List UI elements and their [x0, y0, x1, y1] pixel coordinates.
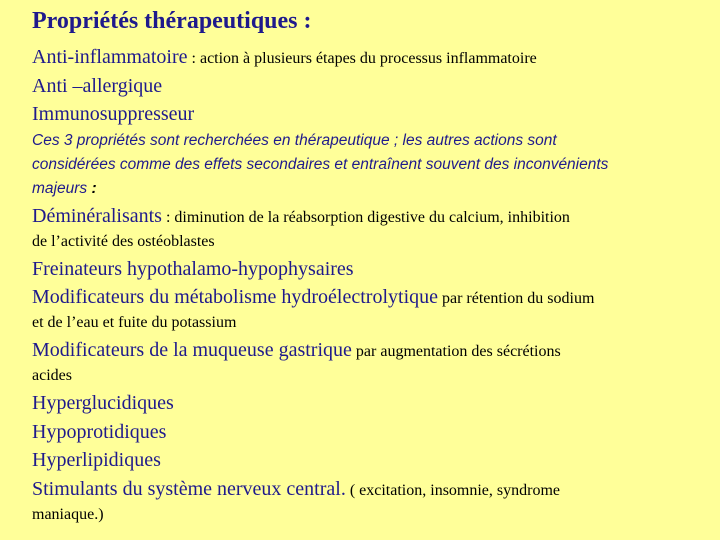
- effect-hyperlipidiques: Hyperlipidiques: [32, 449, 161, 471]
- property-anti-inflammatoire: [32, 46, 537, 69]
- effect-metabolisme-continued: et de l’eau et fuite du potassium: [32, 314, 237, 331]
- note-text: majeurs: [32, 180, 92, 197]
- property-anti-allergique: Anti –allergique: [32, 75, 163, 97]
- effect-detail: par rétention du sodium: [438, 290, 595, 307]
- effect-hyperglucidiques: Hyperglucidiques: [32, 392, 174, 414]
- effect-demineralisants-continued: de l’activité des ostéoblastes: [32, 233, 215, 250]
- effect-term: Déminéralisants: [32, 205, 162, 227]
- effect-detail: : diminution de la réabsorption digestive du calcium, inhibition: [161, 209, 570, 226]
- effect-stimulants-continued: maniaque.): [32, 506, 104, 523]
- effect-detail: par augmentation des sécrétions: [351, 343, 561, 360]
- note-line-1: Ces 3 propriétés sont recherchées en thérapeutique ; les autres actions sont: [32, 132, 557, 149]
- effect-stimulants: [32, 478, 560, 501]
- effect-muqueuse: [32, 339, 561, 362]
- effect-detail: ( excitation, insomnie, syndrome: [345, 482, 561, 499]
- property-immunosuppresseur: Immunosuppresseur: [32, 103, 195, 125]
- effect-freinateurs: Freinateurs hypothalamo-hypophysaires: [32, 258, 354, 280]
- note-line-3: [32, 180, 97, 198]
- effect-term: Stimulants du système nerveux central.: [32, 478, 346, 500]
- property-term: Anti-inflammatoire: [32, 46, 188, 68]
- slide-title: Propriétés thérapeutiques :: [32, 8, 312, 34]
- effect-muqueuse-continued: acides: [32, 367, 72, 384]
- effect-term: Modificateurs de la muqueuse gastrique: [32, 339, 352, 361]
- note-line-2: considérées comme des effets secondaires et entraînent souvent des inconvénients: [32, 156, 609, 173]
- effect-demineralisants: [32, 205, 570, 228]
- effect-term: Modificateurs du métabolisme hydroélectrolytique: [32, 286, 438, 308]
- effect-metabolisme: [32, 286, 594, 309]
- effect-hypoprotidiques: Hypoprotidiques: [32, 421, 167, 443]
- note-colon: :: [91, 180, 97, 197]
- property-detail: : action à plusieurs étapes du processus inflammatoire: [187, 50, 537, 67]
